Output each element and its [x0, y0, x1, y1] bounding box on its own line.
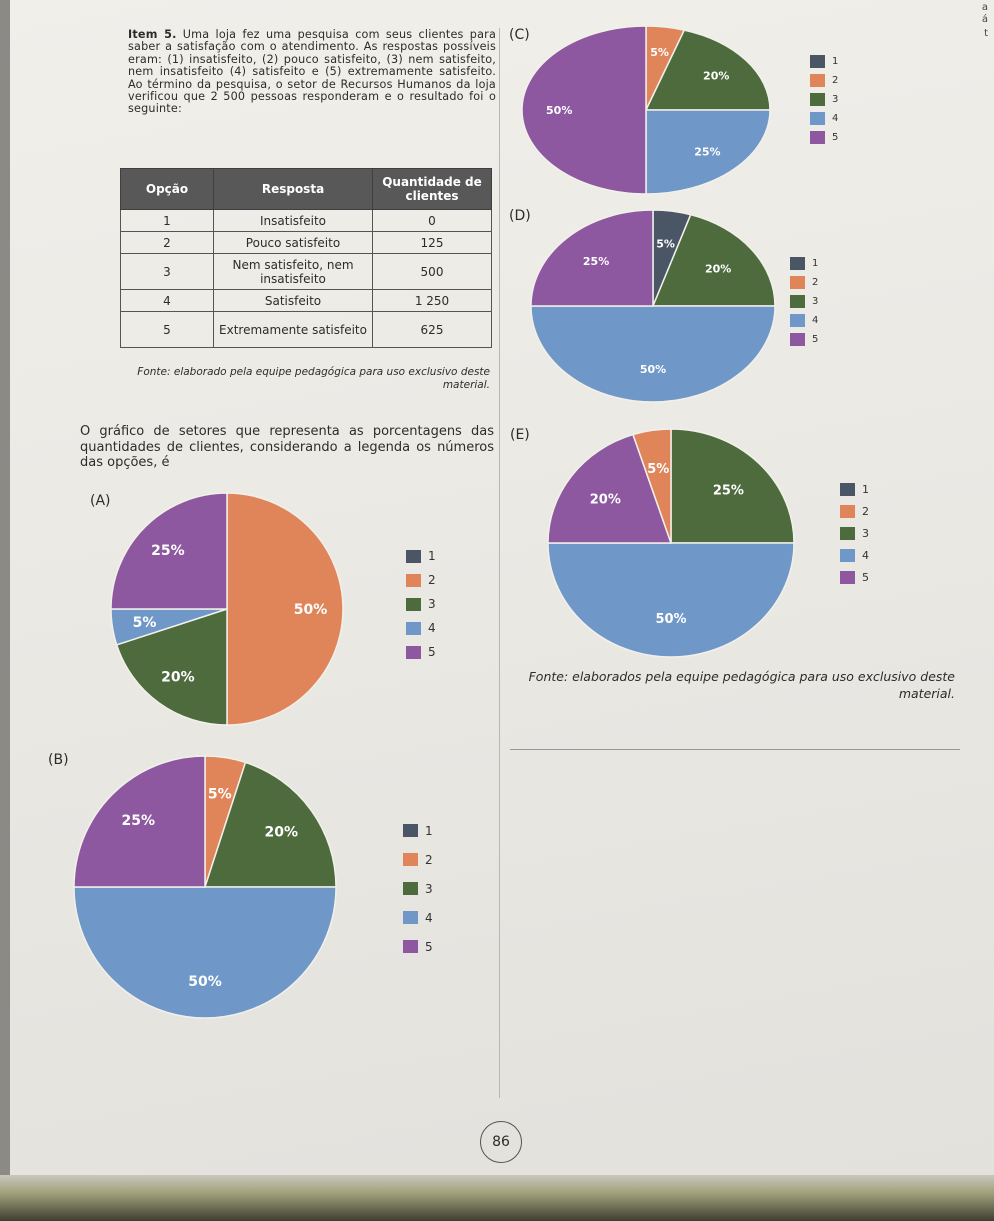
legend-swatch	[790, 333, 805, 346]
legend-label: 2	[428, 573, 436, 587]
cell-option: 2	[121, 232, 214, 254]
legend-label: 4	[832, 113, 839, 124]
legend-swatch	[403, 911, 418, 924]
legend-label: 2	[425, 852, 433, 867]
legend-item-2	[810, 71, 838, 90]
legend-item-3	[406, 592, 436, 616]
table-row	[121, 210, 492, 232]
legend-item-4	[840, 544, 869, 566]
legend-label: 1	[832, 56, 839, 67]
pie-data-label: 5%	[132, 614, 157, 631]
pie-data-label: 50%	[655, 611, 687, 627]
cell-option: 4	[121, 290, 214, 312]
legend-d	[790, 254, 818, 349]
header-resposta: Resposta	[214, 169, 373, 210]
legend-swatch	[790, 314, 805, 327]
cell-response: Extremamente satisfeito	[214, 312, 373, 348]
legend-c	[810, 52, 838, 147]
data-table	[120, 168, 492, 348]
legend-label: 3	[832, 94, 839, 105]
legend-label: 5	[428, 645, 436, 659]
option-b-label: (B)	[48, 752, 69, 768]
pie-slice-4	[548, 543, 794, 657]
pie-data-label: 20%	[704, 262, 732, 276]
cell-quantity: 1 250	[373, 290, 492, 312]
legend-item-2	[406, 568, 436, 592]
column-divider	[499, 28, 500, 1098]
option-c-label: (C)	[509, 27, 530, 43]
pie-data-label: 5%	[207, 786, 232, 803]
pie-data-label: 25%	[694, 145, 721, 159]
pie-chart-d	[518, 220, 758, 410]
legend-label: 4	[812, 315, 819, 326]
legend-swatch	[790, 295, 805, 308]
pie-slice-5	[522, 26, 646, 194]
cell-quantity: 0	[373, 210, 492, 232]
legend-e	[840, 478, 869, 588]
legend-label: 2	[862, 504, 869, 518]
legend-swatch	[790, 276, 805, 289]
pie-data-label: 5%	[647, 462, 670, 478]
corner-mark: a	[981, 2, 988, 13]
cell-response: Satisfeito	[214, 290, 373, 312]
pie-data-label: 50%	[639, 363, 667, 377]
item-statement	[128, 29, 496, 116]
legend-swatch	[403, 940, 418, 953]
table-row	[121, 290, 492, 312]
legend-label: 3	[812, 296, 819, 307]
legend-swatch	[840, 527, 855, 540]
legend-item-1	[840, 478, 869, 500]
pie-chart-e	[545, 428, 805, 658]
legend-label: 5	[862, 570, 869, 584]
legend-item-2	[403, 845, 433, 874]
legend-b	[403, 816, 433, 961]
legend-swatch	[840, 483, 855, 496]
page-number: 86	[480, 1121, 522, 1163]
table-source: Fonte: elaborado pela equipe pedagógica para uso exclusivo deste material.	[137, 366, 490, 391]
pie-data-label: 25%	[121, 813, 156, 830]
cell-option: 3	[121, 254, 214, 290]
legend-item-4	[810, 109, 838, 128]
pie-data-label: 50%	[546, 103, 573, 117]
pie-data-label: 50%	[293, 601, 328, 618]
legend-swatch	[403, 882, 418, 895]
legend-item-5	[790, 330, 818, 349]
pie-data-label: 20%	[264, 824, 299, 841]
corner-mark: á	[981, 14, 988, 25]
pie-chart-c	[518, 26, 758, 198]
legend-label: 1	[862, 482, 869, 496]
pie-data-label: 20%	[161, 669, 195, 686]
pie-data-label: 50%	[188, 974, 222, 991]
background-strip	[0, 1175, 994, 1221]
legend-swatch	[403, 824, 418, 837]
legend-item-5	[403, 932, 433, 961]
cell-quantity: 125	[373, 232, 492, 254]
legend-label: 5	[812, 334, 819, 345]
question-text: O gráfico de setores que representa as porcentagens das quantidades de clientes, considerando a legenda os números das opções, é	[80, 424, 494, 471]
legend-item-1	[403, 816, 433, 845]
legend-swatch	[406, 550, 421, 563]
cell-response: Nem satisfeito, nem insatisfeito	[214, 254, 373, 290]
legend-label: 3	[428, 597, 436, 611]
legend-swatch	[810, 131, 825, 144]
legend-item-3	[790, 292, 818, 311]
legend-label: 3	[425, 881, 433, 896]
legend-swatch	[840, 505, 855, 518]
option-a-label: (A)	[90, 493, 111, 509]
pie-data-label: 20%	[589, 492, 621, 508]
legend-label: 2	[832, 75, 839, 86]
table-row	[121, 254, 492, 290]
table-row	[121, 232, 492, 254]
legend-swatch	[403, 853, 418, 866]
legend-label: 4	[428, 621, 436, 635]
header-quantidade: Quantidade de clientes	[373, 169, 492, 210]
legend-item-5	[840, 566, 869, 588]
pie-data-label: 25%	[712, 483, 744, 499]
item-text: Uma loja fez uma pesquisa com seus clientes para saber a satisfação com o atendimento. As respostas possíveis eram: (1) insatisfeito, (2) pouco satisfeito, (3) nem satisfeito, nem insatisfeito (4) satisfeito e (5) extremamente satisfeito. Ao término da pesquisa, o setor de Recursos Humanos da loja verificou que 2 500 pessoas responderam e o resultado foi o seguinte:	[128, 28, 496, 116]
pie-data-label: 25%	[582, 255, 610, 269]
legend-item-2	[840, 500, 869, 522]
cell-option: 5	[121, 312, 214, 348]
legend-item-4	[403, 903, 433, 932]
legend-swatch	[406, 574, 421, 587]
table-row	[121, 312, 492, 348]
charts-source: Fonte: elaborados pela equipe pedagógica para uso exclusivo deste material.	[528, 669, 955, 701]
legend-label: 4	[425, 910, 433, 925]
pie-slice-4	[531, 306, 775, 402]
legend-item-3	[840, 522, 869, 544]
pie-data-label: 5%	[656, 237, 675, 251]
legend-item-1	[790, 254, 818, 273]
legend-item-4	[790, 311, 818, 330]
legend-swatch	[810, 55, 825, 68]
pie-data-label: 25%	[151, 542, 185, 559]
legend-label: 4	[862, 548, 869, 562]
legend-item-4	[406, 616, 436, 640]
legend-label: 3	[862, 526, 869, 540]
corner-mark: t	[984, 28, 988, 39]
legend-swatch	[810, 112, 825, 125]
legend-label: 2	[812, 277, 819, 288]
legend-label: 5	[832, 132, 839, 143]
legend-swatch	[406, 622, 421, 635]
legend-swatch	[790, 257, 805, 270]
cell-option: 1	[121, 210, 214, 232]
legend-item-3	[403, 874, 433, 903]
legend-swatch	[810, 93, 825, 106]
legend-swatch	[406, 646, 421, 659]
legend-item-2	[790, 273, 818, 292]
pie-chart-a	[110, 492, 350, 732]
pie-chart-b	[75, 754, 335, 1034]
option-e-label: (E)	[510, 427, 530, 443]
legend-label: 5	[425, 939, 433, 954]
option-d-label: (D)	[509, 208, 531, 224]
legend-swatch	[406, 598, 421, 611]
legend-item-3	[810, 90, 838, 109]
legend-item-1	[810, 52, 838, 71]
pie-slice-4	[74, 887, 336, 1018]
legend-swatch	[840, 571, 855, 584]
cell-response: Insatisfeito	[214, 210, 373, 232]
table-header-row	[121, 169, 492, 210]
section-divider	[510, 749, 960, 750]
legend-item-5	[406, 640, 436, 664]
legend-a	[406, 544, 436, 664]
cell-quantity: 500	[373, 254, 492, 290]
legend-swatch	[810, 74, 825, 87]
header-opcao: Opção	[121, 169, 214, 210]
legend-label: 1	[812, 258, 819, 269]
legend-item-5	[810, 128, 838, 147]
legend-label: 1	[425, 823, 433, 838]
legend-item-1	[406, 544, 436, 568]
cell-quantity: 625	[373, 312, 492, 348]
item-label: Item 5.	[128, 28, 177, 41]
pie-data-label: 20%	[703, 69, 730, 83]
legend-swatch	[840, 549, 855, 562]
pie-data-label: 5%	[650, 45, 669, 59]
cell-response: Pouco satisfeito	[214, 232, 373, 254]
legend-label: 1	[428, 549, 436, 563]
